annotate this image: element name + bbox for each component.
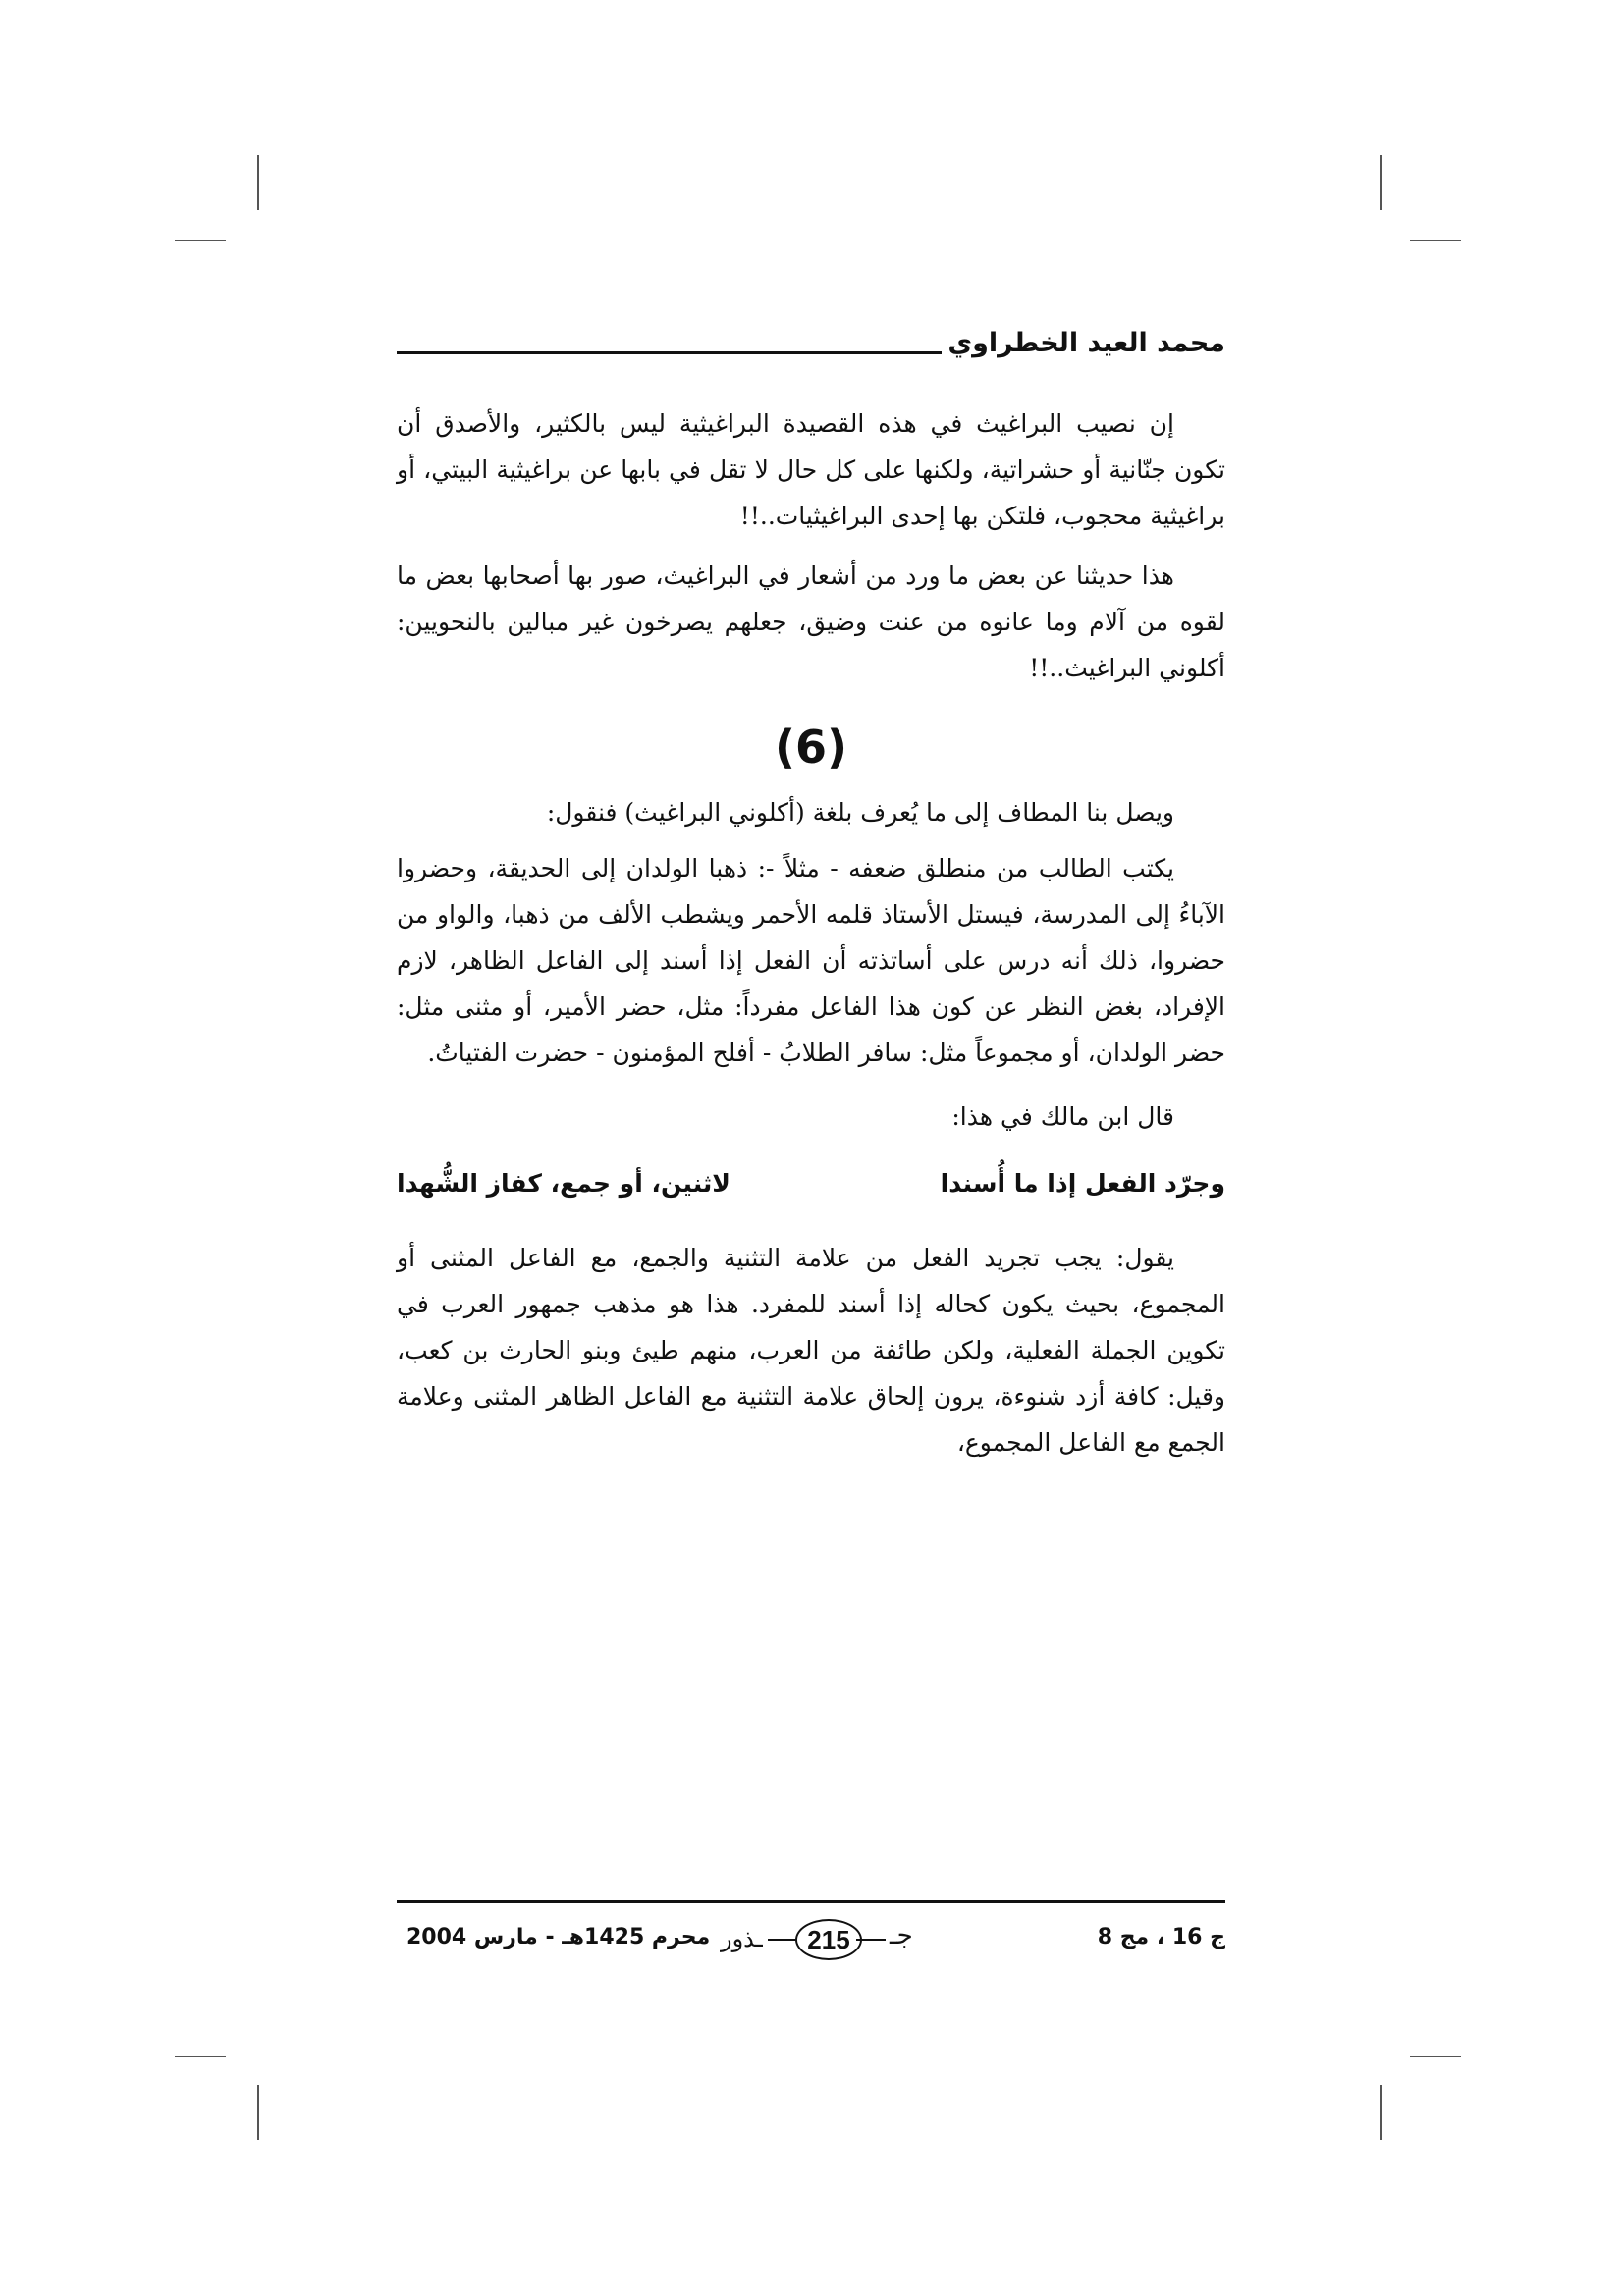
poetry-verse	[397, 1169, 1225, 1198]
section-number: (6)	[774, 721, 848, 774]
crop-mark-bottom-right-horizontal	[1410, 2056, 1461, 2057]
issue-date: محرم 1425هـ - مارس 2004	[406, 1925, 711, 1949]
crop-mark-bottom-left-vertical	[257, 2085, 259, 2140]
header-rule	[397, 351, 942, 354]
crop-mark-top-right-vertical	[1380, 155, 1382, 210]
crop-mark-top-right-horizontal	[1410, 240, 1461, 241]
crop-mark-top-left-vertical	[257, 155, 259, 210]
paragraph: قال ابن مالك في هذا:	[951, 1102, 1174, 1131]
page-number: 215	[795, 1919, 862, 1960]
paragraph: ويصل بنا المطاف إلى ما يُعرف بلغة (أكلوني البراغيث) فنقول:	[546, 798, 1174, 827]
footer-rule	[397, 1900, 1225, 1903]
journal-name-initial: جـ	[890, 1921, 913, 1950]
crop-mark-top-left-horizontal	[175, 240, 226, 241]
page-footer	[397, 1900, 1225, 1974]
crop-mark-bottom-right-vertical	[1380, 2085, 1382, 2140]
issue-volume: ج 16 ، مج 8	[1097, 1925, 1225, 1949]
paragraph: هذا حديثنا عن بعض ما ورد من أشعار في البراغيث، صور بها أصحابها بعض ما لقوه من آلام وما عانوه من عنت وضيق، جعلهم يصرخون غير مبالين بالنحويين: أكلوني البراغيث..!!	[397, 561, 1225, 682]
paragraph: إن نصيب البراغيث في هذه القصيدة البراغيثية ليس بالكثير، والأصدق أن تكون جنّانية أو حشراتية، ولكنها على كل حال لا تقل في بابها عن براغيثية البيتي، أو براغيثية محجوب، فلتكن بها إحدى البراغيثيات..!!	[397, 409, 1225, 530]
paragraph: يقول: يجب تجريد الفعل من علامة التثنية والجمع، مع الفاعل المثنى أو المجموع، بحيث يكون كحاله إذا أسند للمفرد. هذا هو مذهب جمهور العرب في تكوين الجملة الفعلية، ولكن طائفة من العرب، منهم طيئ وبنو الحارث بن كعب، وقيل: كافة أزد شنوءة، يرون إلحاق علامة التثنية مع الفاعل الظاهر المثنى وعلامة الجمع مع الفاعل المجموع،	[397, 1244, 1225, 1457]
page-body	[397, 324, 1225, 1466]
author-name: محمد العيد الخطراوي	[947, 328, 1225, 358]
running-header	[397, 324, 1225, 383]
paragraph: يكتب الطالب من منطلق ضعفه - مثلاً -: ذهبا الولدان إلى الحديقة، وحضروا الآباءُ إلى المدرسة، فيستل الأستاذ قلمه الأحمر ويشطب الألف من ذهبا، والواو من حضروا، ذلك أنه درس على أساتذته أن الفعل إذا أسند إلى الفاعل الظاهر، لازم الإفراد، بغض النظر عن كون هذا الفاعل مفرداً: مثل، حضر الأمير، أو مثنى مثل: حضر الولدان، أو مجموعاً مثل: سافر الطلابُ - أفلح المؤمنون - حضرت الفتياتُ.	[397, 854, 1225, 1067]
footer-row	[397, 1915, 1225, 1974]
journal-name-rest: ـذور	[721, 1925, 763, 1952]
verse-first-hemistich: وجرّد الفعل إذا ما أُسندا	[940, 1169, 1225, 1198]
crop-mark-bottom-left-horizontal	[175, 2056, 226, 2057]
verse-second-hemistich: لاثنين، أو جمع، كفاز الشُّهدا	[397, 1169, 730, 1198]
journal-name-with-page-number	[711, 1915, 947, 1964]
journal-name-stroke	[768, 1939, 797, 1941]
